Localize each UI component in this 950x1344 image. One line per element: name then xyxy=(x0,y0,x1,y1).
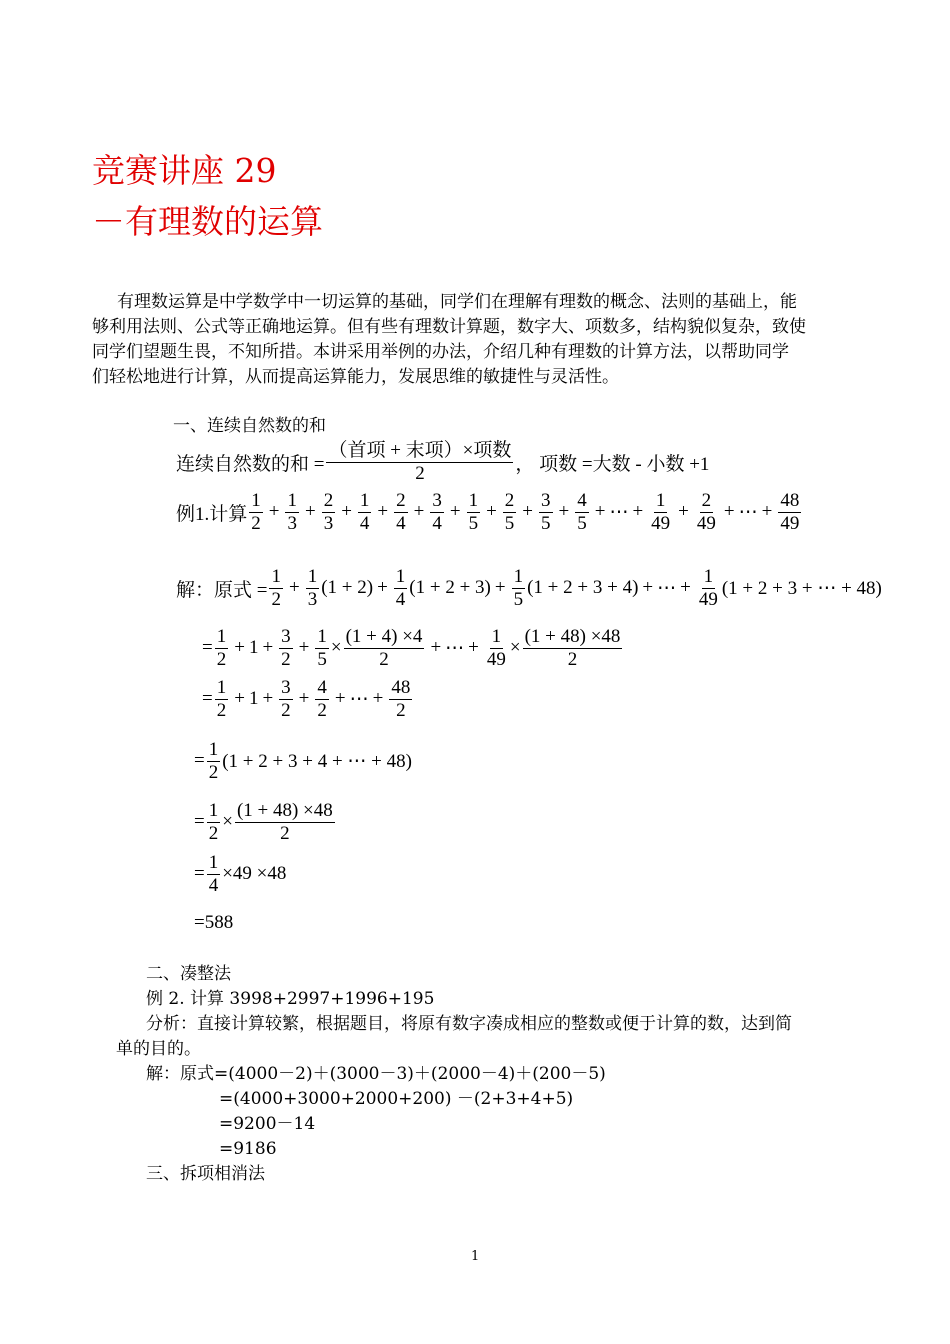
formula-tail: ， 项数 =大数 - 小数 +1 xyxy=(515,453,710,475)
solution-line-6: = $\frac{1}{4}$ ×49 ×48 xyxy=(194,852,287,896)
intro-line-3: 同学们望题生畏，不知所措。本讲采用举例的办法，介绍几种有理数的计算方法，以帮助同学 xyxy=(92,342,789,362)
section2-step-3: =9200－14 xyxy=(219,1114,316,1134)
section2-example: 例 2. 计算 3998+2997+1996+195 xyxy=(146,989,435,1009)
solution-line-1: 解：原式 = $\frac{1}{2}$ + $\frac{1}{3}$ (1 + 2) + $\frac{1}{4}$ (1 + 2 + 3) + $\frac{1}{5}$ (1 + 2 + 3 + 4) + ⋯ + $\frac{1}{49}$ (1 + 2 + 3 + ⋯ + 48) xyxy=(176,566,882,610)
section2-analysis-1: 分析：直接计算较繁，根据题目，将原有数字凑成相应的整数或便于计算的数，达到简 xyxy=(146,1014,792,1034)
intro-line-1: 有理数运算是中学数学中一切运算的基础，同学们在理解有理数的概念、法则的基础上，能 xyxy=(117,292,797,312)
example-1-label: 例1.计算 xyxy=(176,503,248,525)
section2-step-2: =(4000+3000+2000+200) －(2+3+4+5) xyxy=(219,1089,574,1109)
formula-numerator: （首项 + 末项）×项数 xyxy=(328,440,512,461)
section2-step-1: 解：原式=(4000－2)＋(3000－3)＋(2000－4)＋(200－5) xyxy=(146,1064,606,1084)
section2-heading: 二、凑整法 xyxy=(146,964,231,984)
section2-analysis-2: 单的目的。 xyxy=(116,1039,201,1059)
title-line-2: －有理数的运算 xyxy=(92,202,323,241)
solution-final: =588 xyxy=(194,912,234,933)
title-line-1: 竞赛讲座 29 xyxy=(92,151,277,190)
page-number: 1 xyxy=(471,1249,480,1264)
solution-line-2: = $\frac{1}{2}$ + 1 + $\frac{3}{2}$ + $\frac{1}{5}$ × $\frac{(1 + 4) \times 4}{2}$ + ⋯ + $\frac{1}{49}$ × $\frac{(1 + 48) \times 48}{2}$ xyxy=(202,626,621,670)
intro-line-4: 们轻松地进行计算，从而提高运算能力，发展思维的敏捷性与灵活性。 xyxy=(92,367,619,387)
example-1: 例1.计算 $\frac{1}{2}$ + $\frac{1}{3}$ + $\frac{2}{3}$ + $\frac{1}{4}$ + $\frac{2}{4}$ + $\frac{3}{4}$ + $\frac{1}{5}$ + $\frac{2}{5}$ + $\frac{3}{5}$ + $\frac{4}{5}$ + ⋯ + $\frac{1}{49}$ + $\frac{2}{49}$ + ⋯ + $\frac{48}{49}$ xyxy=(176,490,800,534)
intro-line-2: 够利用法则、公式等正确地运算。但有些有理数计算题，数字大、项数多，结构貌似复杂，致使 xyxy=(92,317,806,337)
solution-line-3: = $\frac{1}{2}$ + 1 + $\frac{3}{2}$ + $\frac{4}{2}$ + ⋯ + $\frac{48}{2}$ xyxy=(202,677,411,721)
section1-heading: 一、连续自然数的和 xyxy=(173,416,326,436)
sum-formula xyxy=(176,440,709,485)
solution-line-4: = $\frac{1}{2}$ (1 + 2 + 3 + 4 + ⋯ + 48) xyxy=(194,739,412,783)
section2-step-4: =9186 xyxy=(219,1139,277,1159)
formula-denominator: 2 xyxy=(415,462,425,484)
solution-line-5: = $\frac{1}{2}$ × $\frac{(1 + 48) \times 48}{2}$ xyxy=(194,800,333,844)
formula-lhs: 连续自然数的和 = xyxy=(176,453,325,475)
section3-heading: 三、拆项相消法 xyxy=(146,1164,265,1184)
solution-label: 解：原式 = xyxy=(176,579,268,601)
formula-fraction xyxy=(326,440,513,485)
